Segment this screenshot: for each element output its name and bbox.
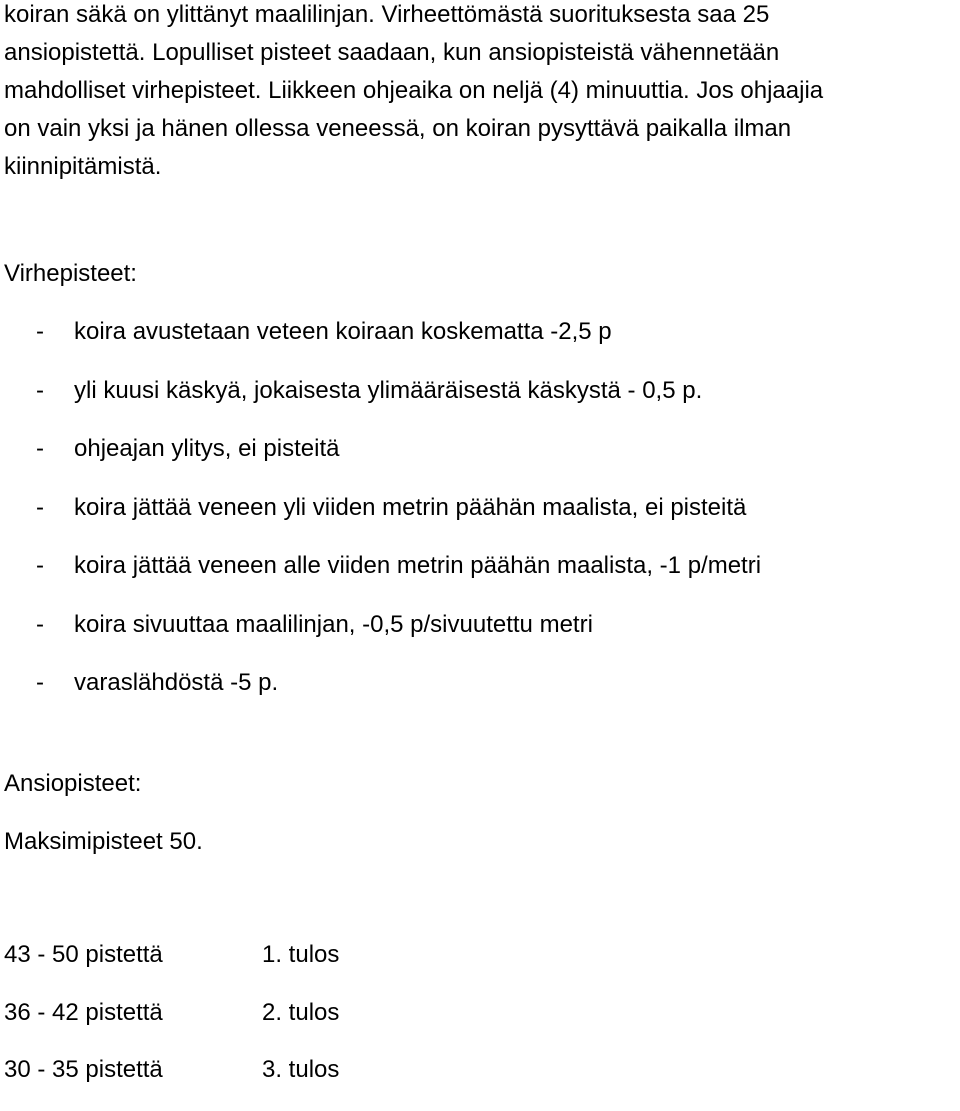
faults-heading: Virhepisteet: xyxy=(4,260,137,287)
list-item-text: ohjeajan ylitys, ei pisteitä xyxy=(74,435,340,462)
score-result: 1. tulos xyxy=(262,941,340,968)
list-dash: - xyxy=(36,376,44,404)
merits-heading: Ansiopisteet: xyxy=(4,770,142,797)
max-points: Maksimipisteet 50. xyxy=(4,828,203,855)
score-range: 36 - 42 pistettä xyxy=(4,998,163,1026)
list-item xyxy=(36,666,761,725)
score-result: 2. tulos xyxy=(262,998,340,1026)
intro-line: on vain yksi ja hänen ollessa veneessä, on koiran pysyttävä paikalla ilman xyxy=(4,115,792,142)
list-dash: - xyxy=(36,552,44,579)
intro-line: kiinnipitämistä. xyxy=(4,153,162,180)
list-item-text: yli kuusi käskyä, jokaisesta ylimääräisestä käskystä - 0,5 p. xyxy=(74,376,703,404)
list-item-text: koira jättää veneen yli viiden metrin päähän maalista, ei pisteitä xyxy=(74,493,747,521)
list-dash: - xyxy=(36,610,44,638)
list-dash: - xyxy=(36,318,44,345)
intro-paragraph xyxy=(4,0,954,186)
list-item xyxy=(36,315,761,374)
list-item-text: varaslähdöstä -5 p. xyxy=(74,669,279,696)
list-dash: - xyxy=(36,493,44,521)
list-item-text: koira jättää veneen alle viiden metrin päähän maalista, -1 p/metri xyxy=(74,552,762,579)
list-item xyxy=(36,374,761,433)
list-item xyxy=(36,549,761,608)
intro-line: ansiopistettä. Lopulliset pisteet saadaan, kun ansiopisteistä vähennetään xyxy=(4,39,780,66)
score-range: 43 - 50 pistettä xyxy=(4,941,163,968)
list-dash: - xyxy=(36,435,44,462)
intro-line: mahdolliset virhepisteet. Liikkeen ohjeaika on neljä (4) minuuttia. Jos ohjaajia xyxy=(4,77,824,104)
list-dash: - xyxy=(36,669,44,696)
score-result: 3. tulos xyxy=(262,1056,340,1083)
list-item xyxy=(36,432,761,491)
score-range: 30 - 35 pistettä xyxy=(4,1056,163,1083)
faults-list xyxy=(36,315,761,725)
list-item-text: koira avustetaan veteen koiraan koskematta -2,5 p xyxy=(74,318,612,345)
list-item xyxy=(36,491,761,550)
list-item-text: koira sivuuttaa maalilinjan, -0,5 p/sivuutettu metri xyxy=(74,610,593,638)
intro-line: koiran säkä on ylittänyt maalilinjan. Virheettömästä suorituksesta saa 25 xyxy=(4,1,770,28)
list-item xyxy=(36,608,761,667)
